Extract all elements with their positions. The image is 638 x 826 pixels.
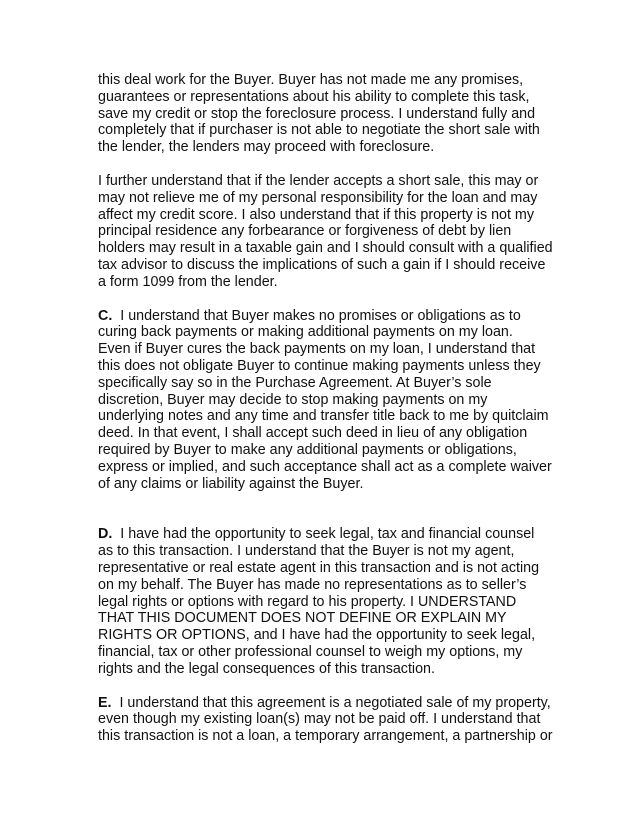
text-line — [98, 695, 558, 712]
text-line: principal residence any forbearance or forgiveness of debt by lien — [98, 223, 512, 240]
text-line: the lender, the lenders may proceed with foreclosure. — [98, 139, 435, 156]
paragraph-e — [98, 695, 558, 745]
section-label: E. — [98, 694, 112, 711]
text-line: completely that if purchaser is not able to negotiate the short sale with — [98, 122, 540, 139]
text-line: financial, tax or other professional counsel to weigh my options, my — [98, 643, 523, 660]
text-line: a form 1099 from the lender. — [98, 273, 278, 290]
text-line — [98, 308, 558, 325]
paragraph-spacer — [98, 492, 558, 526]
text-line: affect my credit score. I also understand that if this property is not my — [98, 206, 534, 223]
text-line: on my behalf. The Buyer has made no representations as to seller’s — [98, 576, 527, 593]
text-line: may not relieve me of my personal responsibility for the loan and may — [98, 189, 538, 206]
paragraph-c — [98, 308, 558, 493]
text-line: save my credit or stop the foreclosure process. I understand fully and — [98, 105, 536, 122]
document-page — [98, 72, 558, 745]
text-line: of any claims or liability against the Buyer. — [98, 475, 364, 492]
text-line: representative or real estate agent in this transaction and is not acting — [98, 559, 540, 576]
text-line: guarantees or representations about his ability to complete this task, — [98, 88, 530, 105]
text-line: THAT THIS DOCUMENT DOES NOT DEFINE OR EXPLAIN MY — [98, 610, 507, 627]
text-line: this deal work for the Buyer. Buyer has not made me any promises, — [98, 72, 524, 88]
text-line: rights and the legal consequences of this transaction. — [98, 660, 435, 677]
text-line: deed. In that event, I shall accept such deed in lieu of any obligation — [98, 425, 528, 442]
section-label: D. — [98, 526, 113, 543]
text-line-content: I have had the opportunity to seek legal, tax and financial counsel — [112, 526, 535, 543]
text-line-content: I understand that Buyer makes no promises or obligations as to — [112, 307, 521, 324]
text-line: curing back payments or making additional payments on my loan. — [98, 324, 513, 341]
paragraph-spacer — [98, 678, 558, 695]
paragraph-spacer — [98, 291, 558, 308]
text-line: required by Buyer to make any additional payments or obligations, — [98, 441, 517, 458]
text-line: express or implied, and such acceptance shall act as a complete waiver — [98, 458, 552, 475]
text-line: tax advisor to discuss the implications of such a gain if I should receive — [98, 256, 546, 273]
text-line: specifically say so in the Purchase Agreement. At Buyer’s sole — [98, 374, 492, 391]
text-line: this does not obligate Buyer to continue making payments unless they — [98, 357, 541, 374]
text-line — [98, 526, 558, 543]
text-line: as to this transaction. I understand that the Buyer is not my agent, — [98, 543, 515, 560]
text-line: this transaction is not a loan, a temporary arrangement, a partnership or — [98, 728, 553, 745]
text-line: even though my existing loan(s) may not be paid off. I understand that — [98, 711, 541, 728]
paragraph-spacer — [98, 156, 558, 173]
paragraph-continuation — [98, 72, 558, 156]
section-label: C. — [98, 307, 113, 324]
text-line-content: I understand that this agreement is a negotiated sale of my property, — [111, 694, 551, 711]
text-line: discretion, Buyer may decide to stop making payments on my — [98, 391, 488, 408]
text-line: Even if Buyer cures the back payments on my loan, I understand that — [98, 341, 536, 358]
text-line: underlying notes and any time and transfer title back to me by quitclaim — [98, 408, 549, 425]
text-line: I further understand that if the lender accepts a short sale, this may or — [98, 172, 539, 189]
text-line: legal rights or options with regard to his property. I UNDERSTAND — [98, 593, 517, 610]
text-line: RIGHTS OR OPTIONS, and I have had the opportunity to seek legal, — [98, 627, 536, 644]
paragraph-d — [98, 526, 558, 677]
paragraph-short-sale — [98, 173, 558, 291]
text-line: holders may result in a taxable gain and I should consult with a qualified — [98, 240, 553, 257]
